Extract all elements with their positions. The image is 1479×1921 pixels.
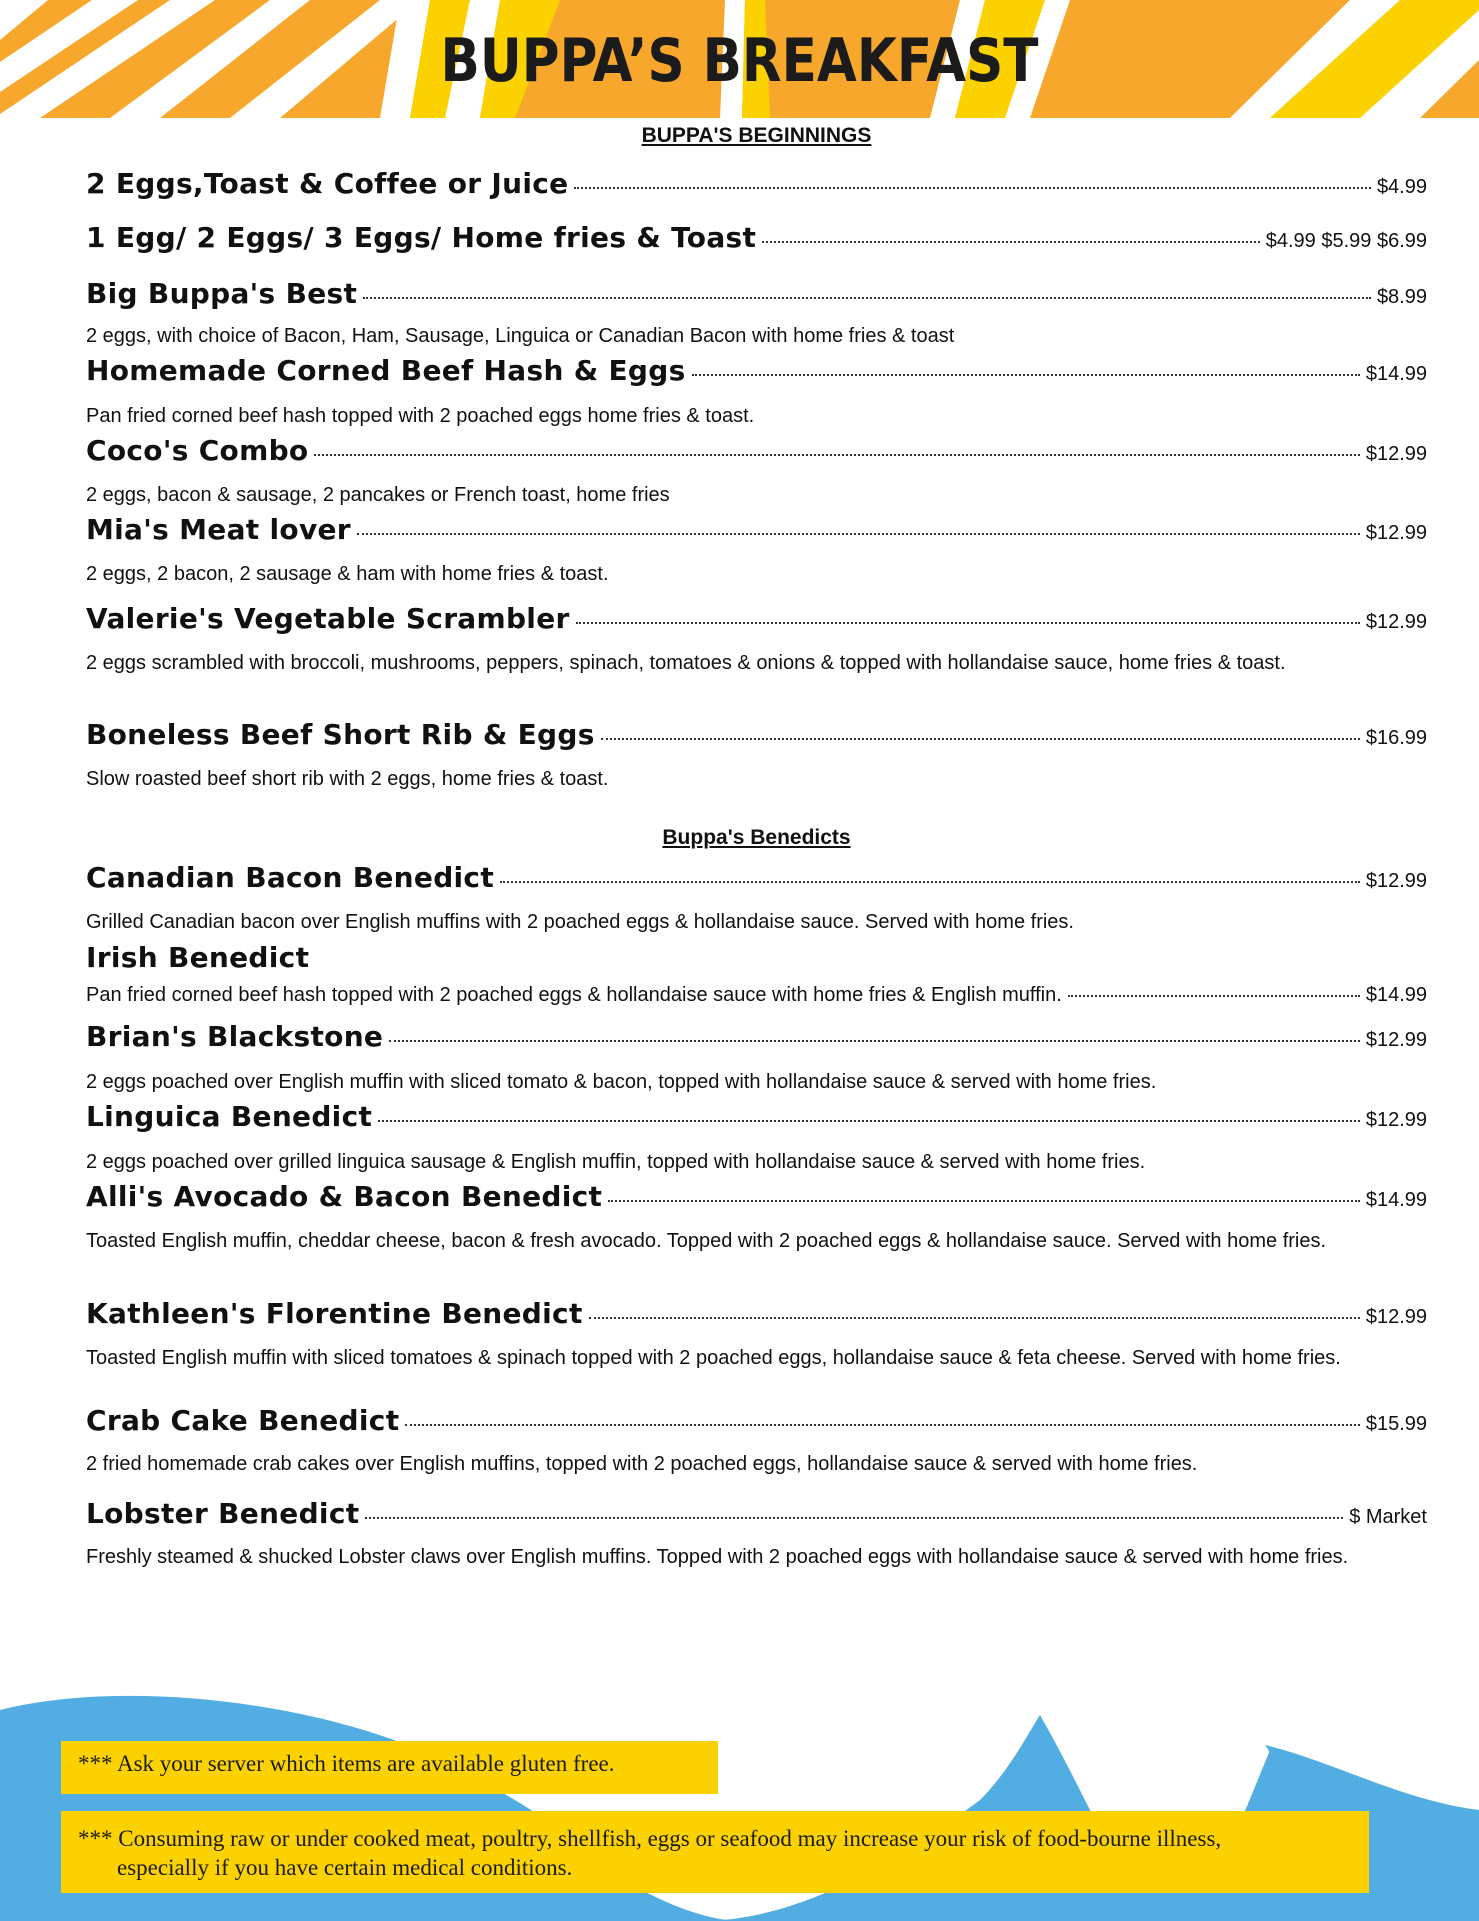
item-description: Pan fried corned beef hash topped with 2 poached eggs home fries & toast. [86,405,755,427]
item-price: $14.99 [1365,984,1427,1006]
item-name: Alli's Avocado & Bacon Benedict [86,1180,603,1213]
menu-item [86,941,1427,974]
menu-item [86,354,1427,387]
item-name: Lobster Benedict [86,1497,360,1530]
item-description: 2 eggs, with choice of Bacon, Ham, Sausage, Linguica or Canadian Bacon with home fries & toast [86,325,955,347]
item-price: $12.99 [1365,870,1427,892]
dot-leader [365,1516,1343,1519]
item-name: Linguica Benedict [86,1100,373,1133]
dot-leader [601,737,1360,740]
item-price: $8.99 [1376,286,1427,308]
item-price: $12.99 [1365,1109,1427,1131]
header-banner [0,0,1479,118]
item-description: Slow roasted beef short rib with 2 eggs, home fries & toast. [86,768,609,790]
item-price: $12.99 [1365,611,1427,633]
item-name: Mia's Meat lover [86,513,351,546]
menu-item [86,1180,1427,1213]
item-name: Irish Benedict [86,941,310,974]
dot-leader [574,186,1371,189]
menu-item [86,167,1427,200]
menu-item [86,1020,1427,1053]
item-price: $ Market [1349,1506,1427,1528]
item-price: $14.99 [1365,363,1427,385]
item-name: Brian's Blackstone [86,1020,384,1053]
item-name: Kathleen's Florentine Benedict [86,1297,583,1330]
menu-item [86,602,1427,635]
item-name: 2 Eggs,Toast & Coffee or Juice [86,167,569,200]
menu-item [86,1404,1427,1437]
item-price: $14.99 [1365,1189,1427,1211]
item-name: Homemade Corned Beef Hash & Eggs [86,354,686,387]
item-description: Pan fried corned beef hash topped with 2 poached eggs & hollandaise sauce with home fries & English muffin. [86,984,1062,1006]
item-name: Crab Cake Benedict [86,1404,400,1437]
raw-food-warning [61,1811,1369,1893]
item-price: $12.99 [1365,1029,1427,1051]
dot-leader [405,1423,1359,1426]
dot-leader [608,1199,1360,1202]
item-description: 2 fried homemade crab cakes over English muffins, topped with 2 poached eggs, hollandaise sauce & served with home fries. [86,1453,1198,1475]
warning-line-2: especially if you have certain medical conditions. [117,1855,573,1880]
dot-leader [692,373,1360,376]
dot-leader [500,880,1360,883]
item-price: $4.99 $5.99 $6.99 [1265,230,1427,252]
menu-item [86,718,1427,751]
dot-leader [363,296,1371,299]
menu-item [86,861,1427,894]
warning-line-1: *** Consuming raw or under cooked meat, poultry, shellfish, eggs or seafood may increase your risk of food-bourne illness, [78,1826,1222,1851]
dot-leader [357,532,1360,535]
menu-item [86,221,1427,254]
item-name: Boneless Beef Short Rib & Eggs [86,718,595,751]
menu-item [86,277,1427,310]
item-description: Toasted English muffin with sliced tomatoes & spinach topped with 2 poached eggs, hollandaise sauce & feta cheese. Served with home fries. [86,1347,1341,1369]
section-title-beginnings: BUPPA'S BEGINNINGS [641,124,872,147]
item-price: $12.99 [1365,1306,1427,1328]
item-description: 2 eggs poached over English muffin with sliced tomato & bacon, topped with hollandaise sauce & served with home fries. [86,1071,1157,1093]
item-price: $16.99 [1365,727,1427,749]
section-title-benedicts: Buppa's Benedicts [662,826,851,849]
dot-leader [762,240,1260,243]
item-name: Valerie's Vegetable Scrambler [86,602,570,635]
item-price: $12.99 [1365,443,1427,465]
gluten-free-note: *** Ask your server which items are available gluten free. [61,1741,718,1794]
dot-leader [389,1039,1360,1042]
item-description: 2 eggs, bacon & sausage, 2 pancakes or French toast, home fries [86,484,670,506]
item-description-row [86,984,1427,1007]
dot-leader [378,1119,1360,1122]
dot-leader [1068,994,1360,997]
page-title: BUPPA’S BREAKFAST [440,26,1039,96]
dot-leader [576,621,1360,624]
item-description: 2 eggs poached over grilled linguica sausage & English muffin, topped with hollandaise sauce & served with home fries. [86,1151,1146,1173]
item-name: Coco's Combo [86,434,309,467]
dot-leader [589,1316,1360,1319]
menu-item [86,513,1427,546]
item-description: 2 eggs, 2 bacon, 2 sausage & ham with home fries & toast. [86,563,609,585]
item-name: Canadian Bacon Benedict [86,861,495,894]
menu-item [86,1100,1427,1133]
item-price: $15.99 [1365,1413,1427,1435]
menu-item [86,434,1427,467]
item-description: Toasted English muffin, cheddar cheese, bacon & fresh avocado. Topped with 2 poached eggs & hollandaise sauce. Served with home fries. [86,1230,1327,1252]
dot-leader [314,453,1359,456]
item-description: 2 eggs scrambled with broccoli, mushrooms, peppers, spinach, tomatoes & onions & topped with hollandaise sauce, home fries & toast. [86,652,1286,674]
menu-item [86,1297,1427,1330]
item-price: $4.99 [1376,176,1427,198]
item-description: Freshly steamed & shucked Lobster claws over English muffins. Topped with 2 poached eggs with hollandaise sauce & served with home fries. [86,1546,1349,1568]
item-description: Grilled Canadian bacon over English muffins with 2 poached eggs & hollandaise sauce. Served with home fries. [86,911,1074,933]
item-name: Big Buppa's Best [86,277,358,310]
item-name: 1 Egg/ 2 Eggs/ 3 Eggs/ Home fries & Toast [86,221,757,254]
menu-item [86,1497,1427,1530]
item-price: $12.99 [1365,522,1427,544]
